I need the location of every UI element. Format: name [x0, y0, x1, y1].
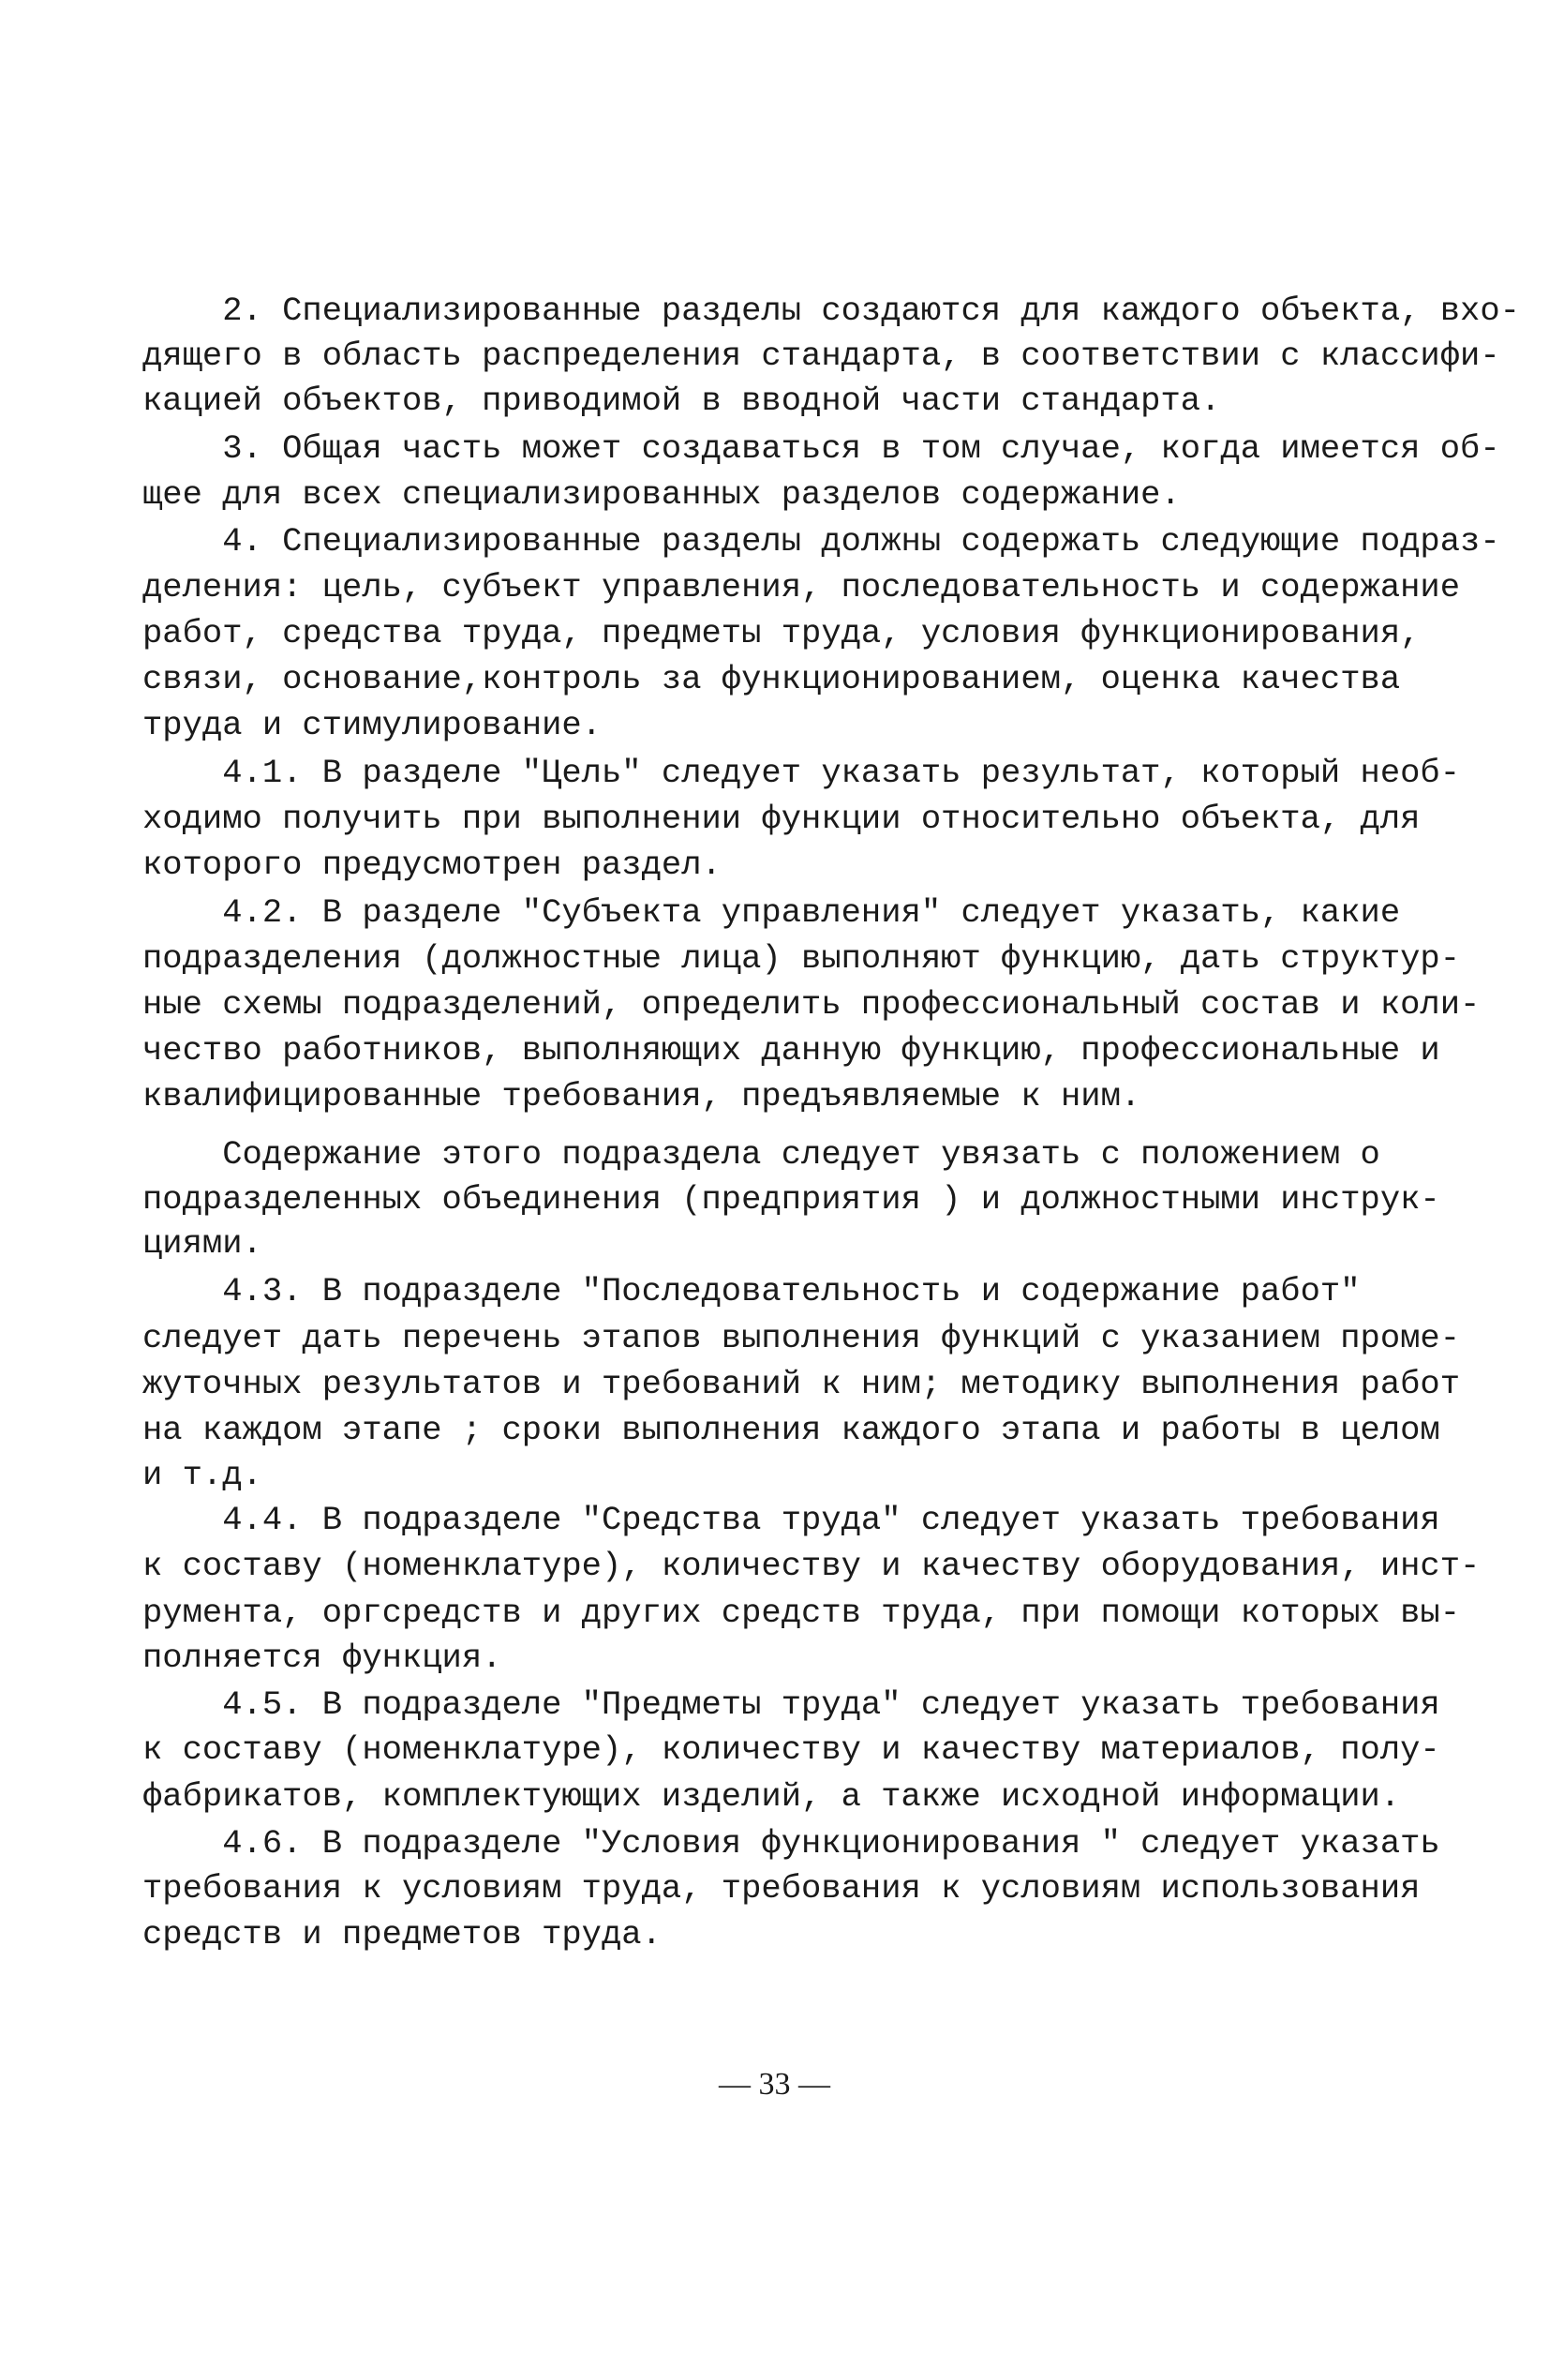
text-line: на каждом этапе ; сроки выполнения каждого этапа и работы в целом — [142, 1411, 1440, 1449]
text-line: циями. — [142, 1224, 262, 1263]
text-line: квалифицированные требования, предъявляемые к ним. — [142, 1077, 1141, 1115]
text-line: ходимо получить при выполнении функции относительно объекта, для — [142, 800, 1421, 838]
text-line: 2. Специализированные разделы создаются для каждого объекта, вхо- — [142, 292, 1520, 330]
text-line: фабрикатов, комплектующих изделий, а также исходной информации. — [142, 1777, 1401, 1816]
text-line: щее для всех специализированных разделов содержание. — [142, 475, 1181, 514]
text-line: 4.1. В разделе "Цель" следует указать результат, который необ- — [142, 754, 1461, 792]
text-line: дящего в область распределения стандарта, в соответствии с классифи- — [142, 337, 1500, 375]
text-line: 4.6. В подразделе "Условия функционирования " следует указать — [142, 1824, 1440, 1863]
text-line: к составу (номенклатуре), количеству и качеству материалов, полу- — [142, 1730, 1440, 1769]
text-line: Содержание этого подраздела следует увязать с положением о — [142, 1135, 1380, 1174]
text-line: к составу (номенклатуре), количеству и качеству оборудования, инст- — [142, 1547, 1481, 1585]
text-line: румента, оргсредств и других средств труда, при помощи которых вы- — [142, 1594, 1461, 1632]
text-line: подразделенных объединения (предприятия ) и должностными инструк- — [142, 1180, 1440, 1219]
text-line: подразделения (должностные лица) выполняют функцию, дать структур- — [142, 939, 1461, 978]
text-line: следует дать перечень этапов выполнения функций с указанием проме- — [142, 1319, 1461, 1357]
text-line: деления: цель, субъект управления, последовательность и содержание — [142, 568, 1461, 606]
text-line: 4.3. В подразделе "Последовательность и содержание работ" — [142, 1272, 1361, 1310]
page-number: — 33 — — [719, 2067, 830, 2102]
text-line: полняется функция. — [142, 1639, 502, 1677]
text-line: 4. Специализированные разделы должны содержать следующие подраз- — [142, 522, 1500, 561]
text-line: жуточных результатов и требований к ним; методику выполнения работ — [142, 1365, 1461, 1403]
text-line: 4.4. В подразделе "Средства труда" следует указать требования — [142, 1501, 1440, 1539]
text-line: 4.5. В подразделе "Предметы труда" следует указать требования — [142, 1685, 1440, 1724]
text-line: 4.2. В разделе "Субъекта управления" следует указать, какие — [142, 893, 1401, 932]
text-line: труда и стимулирование. — [142, 706, 602, 744]
text-line: ные схемы подразделений, определить профессиональный состав и коли- — [142, 985, 1481, 1024]
text-line: связи, основание,контроль за функционированием, оценка качества — [142, 660, 1401, 698]
text-line: и т.д. — [142, 1456, 262, 1494]
text-line: которого предусмотрен раздел. — [142, 846, 722, 884]
text-line: средств и предметов труда. — [142, 1915, 662, 1953]
text-line: 3. Общая часть может создаваться в том случае, когда имеется об- — [142, 429, 1500, 468]
text-line: чество работников, выполняющих данную функцию, профессиональные и — [142, 1031, 1440, 1070]
text-line: требования к условиям труда, требования к условиям использования — [142, 1869, 1421, 1908]
text-line: кацией объектов, приводимой в вводной части стандарта. — [142, 382, 1221, 420]
text-line: работ, средства труда, предметы труда, условия функционирования, — [142, 614, 1421, 652]
